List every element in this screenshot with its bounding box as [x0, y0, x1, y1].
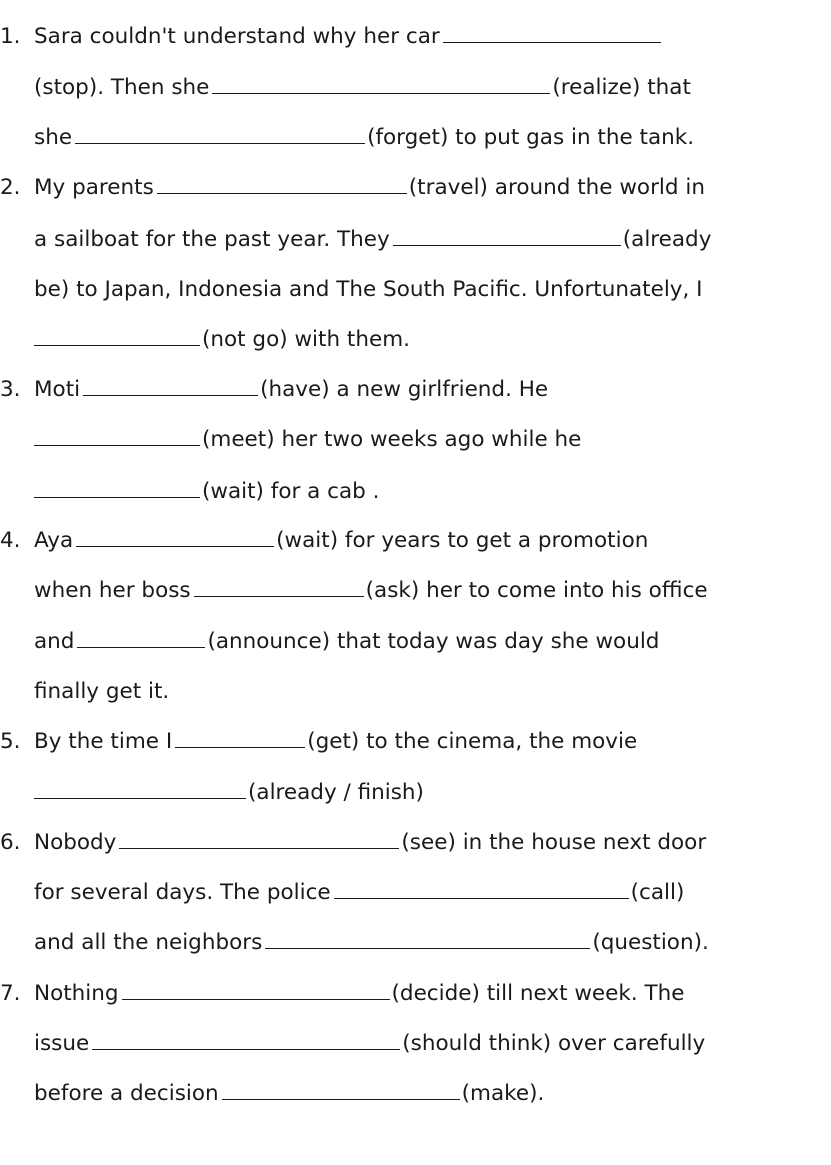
text-segment: Sara couldn't understand why her car — [34, 24, 440, 49]
text-segment: By the time I — [34, 729, 173, 754]
answer-blank[interactable] — [119, 828, 399, 849]
text-segment: (not go) with them. — [202, 327, 410, 352]
text-segment: (have) a new girlfriend. He — [260, 377, 549, 402]
item-2-line-4 — [0, 325, 823, 355]
text-segment: (realize) that — [552, 75, 691, 100]
text-segment: Moti — [34, 377, 81, 402]
answer-blank[interactable] — [194, 576, 364, 597]
item-7-line-2 — [0, 1029, 823, 1059]
text-segment: (announce) that today was day she would — [207, 629, 660, 654]
text-segment: issue — [34, 1031, 90, 1056]
item-6-line-2 — [0, 878, 823, 908]
answer-blank[interactable] — [76, 526, 274, 547]
answer-blank[interactable] — [265, 928, 590, 949]
text-segment: (call) — [630, 880, 685, 905]
text-segment: Nobody — [34, 830, 117, 855]
item-number: 4. — [0, 528, 21, 553]
item-3-line-1 — [0, 375, 823, 405]
item-number: 7. — [0, 981, 21, 1006]
item-6-line-1 — [0, 828, 823, 858]
item-4-line-4 — [0, 677, 823, 707]
item-4-line-2 — [0, 576, 823, 606]
answer-blank[interactable] — [175, 727, 305, 748]
item-4-line-3 — [0, 627, 823, 657]
text-segment: (see) in the house next door — [401, 830, 707, 855]
answer-blank[interactable] — [34, 778, 246, 799]
text-segment: she — [34, 125, 73, 150]
text-segment: (stop). Then she — [34, 75, 210, 100]
text-segment: (question). — [592, 930, 709, 955]
text-segment: Nothing — [34, 981, 119, 1006]
answer-blank[interactable] — [83, 375, 258, 396]
text-segment: (ask) her to come into his office — [365, 578, 708, 603]
text-segment: (already / finish) — [248, 780, 424, 805]
item-5-line-1 — [0, 727, 823, 757]
item-number: 5. — [0, 729, 21, 754]
text-segment: be) to Japan, Indonesia and The South Pacific. Unfortunately, I — [34, 277, 703, 302]
answer-blank[interactable] — [34, 477, 200, 498]
text-segment: Aya — [34, 528, 74, 553]
item-2-line-2 — [0, 225, 823, 255]
item-3-line-2 — [0, 425, 823, 455]
item-2-line-1 — [0, 173, 823, 203]
item-1-line-1 — [0, 22, 823, 52]
text-segment: (wait) for a cab . — [202, 479, 380, 504]
text-segment: (get) to the cinema, the movie — [307, 729, 638, 754]
answer-blank[interactable] — [212, 73, 550, 94]
text-segment: finally get it. — [34, 679, 170, 704]
item-number: 1. — [0, 24, 21, 49]
item-6-line-3 — [0, 928, 823, 958]
answer-blank[interactable] — [443, 22, 661, 43]
text-segment: when her boss — [34, 578, 191, 603]
text-segment: (should think) over carefully — [402, 1031, 706, 1056]
item-1-line-3 — [0, 123, 823, 153]
answer-blank[interactable] — [122, 979, 390, 1000]
answer-blank[interactable] — [77, 627, 205, 648]
answer-blank[interactable] — [157, 173, 407, 194]
item-4-line-1 — [0, 526, 823, 556]
text-segment: and all the neighbors — [34, 930, 263, 955]
text-segment: a sailboat for the past year. They — [34, 227, 390, 252]
text-segment: (forget) to put gas in the tank. — [367, 125, 695, 150]
text-segment: before a decision — [34, 1081, 219, 1106]
answer-blank[interactable] — [34, 425, 200, 446]
answer-blank[interactable] — [334, 878, 629, 899]
answer-blank[interactable] — [92, 1029, 400, 1050]
item-3-line-3 — [0, 477, 823, 507]
answer-blank[interactable] — [75, 123, 365, 144]
text-segment: My parents — [34, 175, 154, 200]
text-segment: (meet) her two weeks ago while he — [202, 427, 582, 452]
answer-blank[interactable] — [34, 325, 200, 346]
item-1-line-2 — [0, 73, 823, 103]
text-segment: and — [34, 629, 75, 654]
item-number: 6. — [0, 830, 21, 855]
item-7-line-1 — [0, 979, 823, 1009]
item-2-line-3 — [0, 275, 823, 305]
text-segment: (already — [622, 227, 712, 252]
text-segment: (travel) around the world in — [408, 175, 705, 200]
item-number: 2. — [0, 175, 21, 200]
text-segment: (wait) for years to get a promotion — [276, 528, 649, 553]
item-7-line-3 — [0, 1079, 823, 1109]
answer-blank[interactable] — [222, 1079, 460, 1100]
item-number: 3. — [0, 377, 21, 402]
text-segment: (make). — [461, 1081, 545, 1106]
text-segment: for several days. The police — [34, 880, 331, 905]
answer-blank[interactable] — [393, 225, 621, 246]
item-5-line-2 — [0, 778, 823, 808]
text-segment: (decide) till next week. The — [391, 981, 685, 1006]
